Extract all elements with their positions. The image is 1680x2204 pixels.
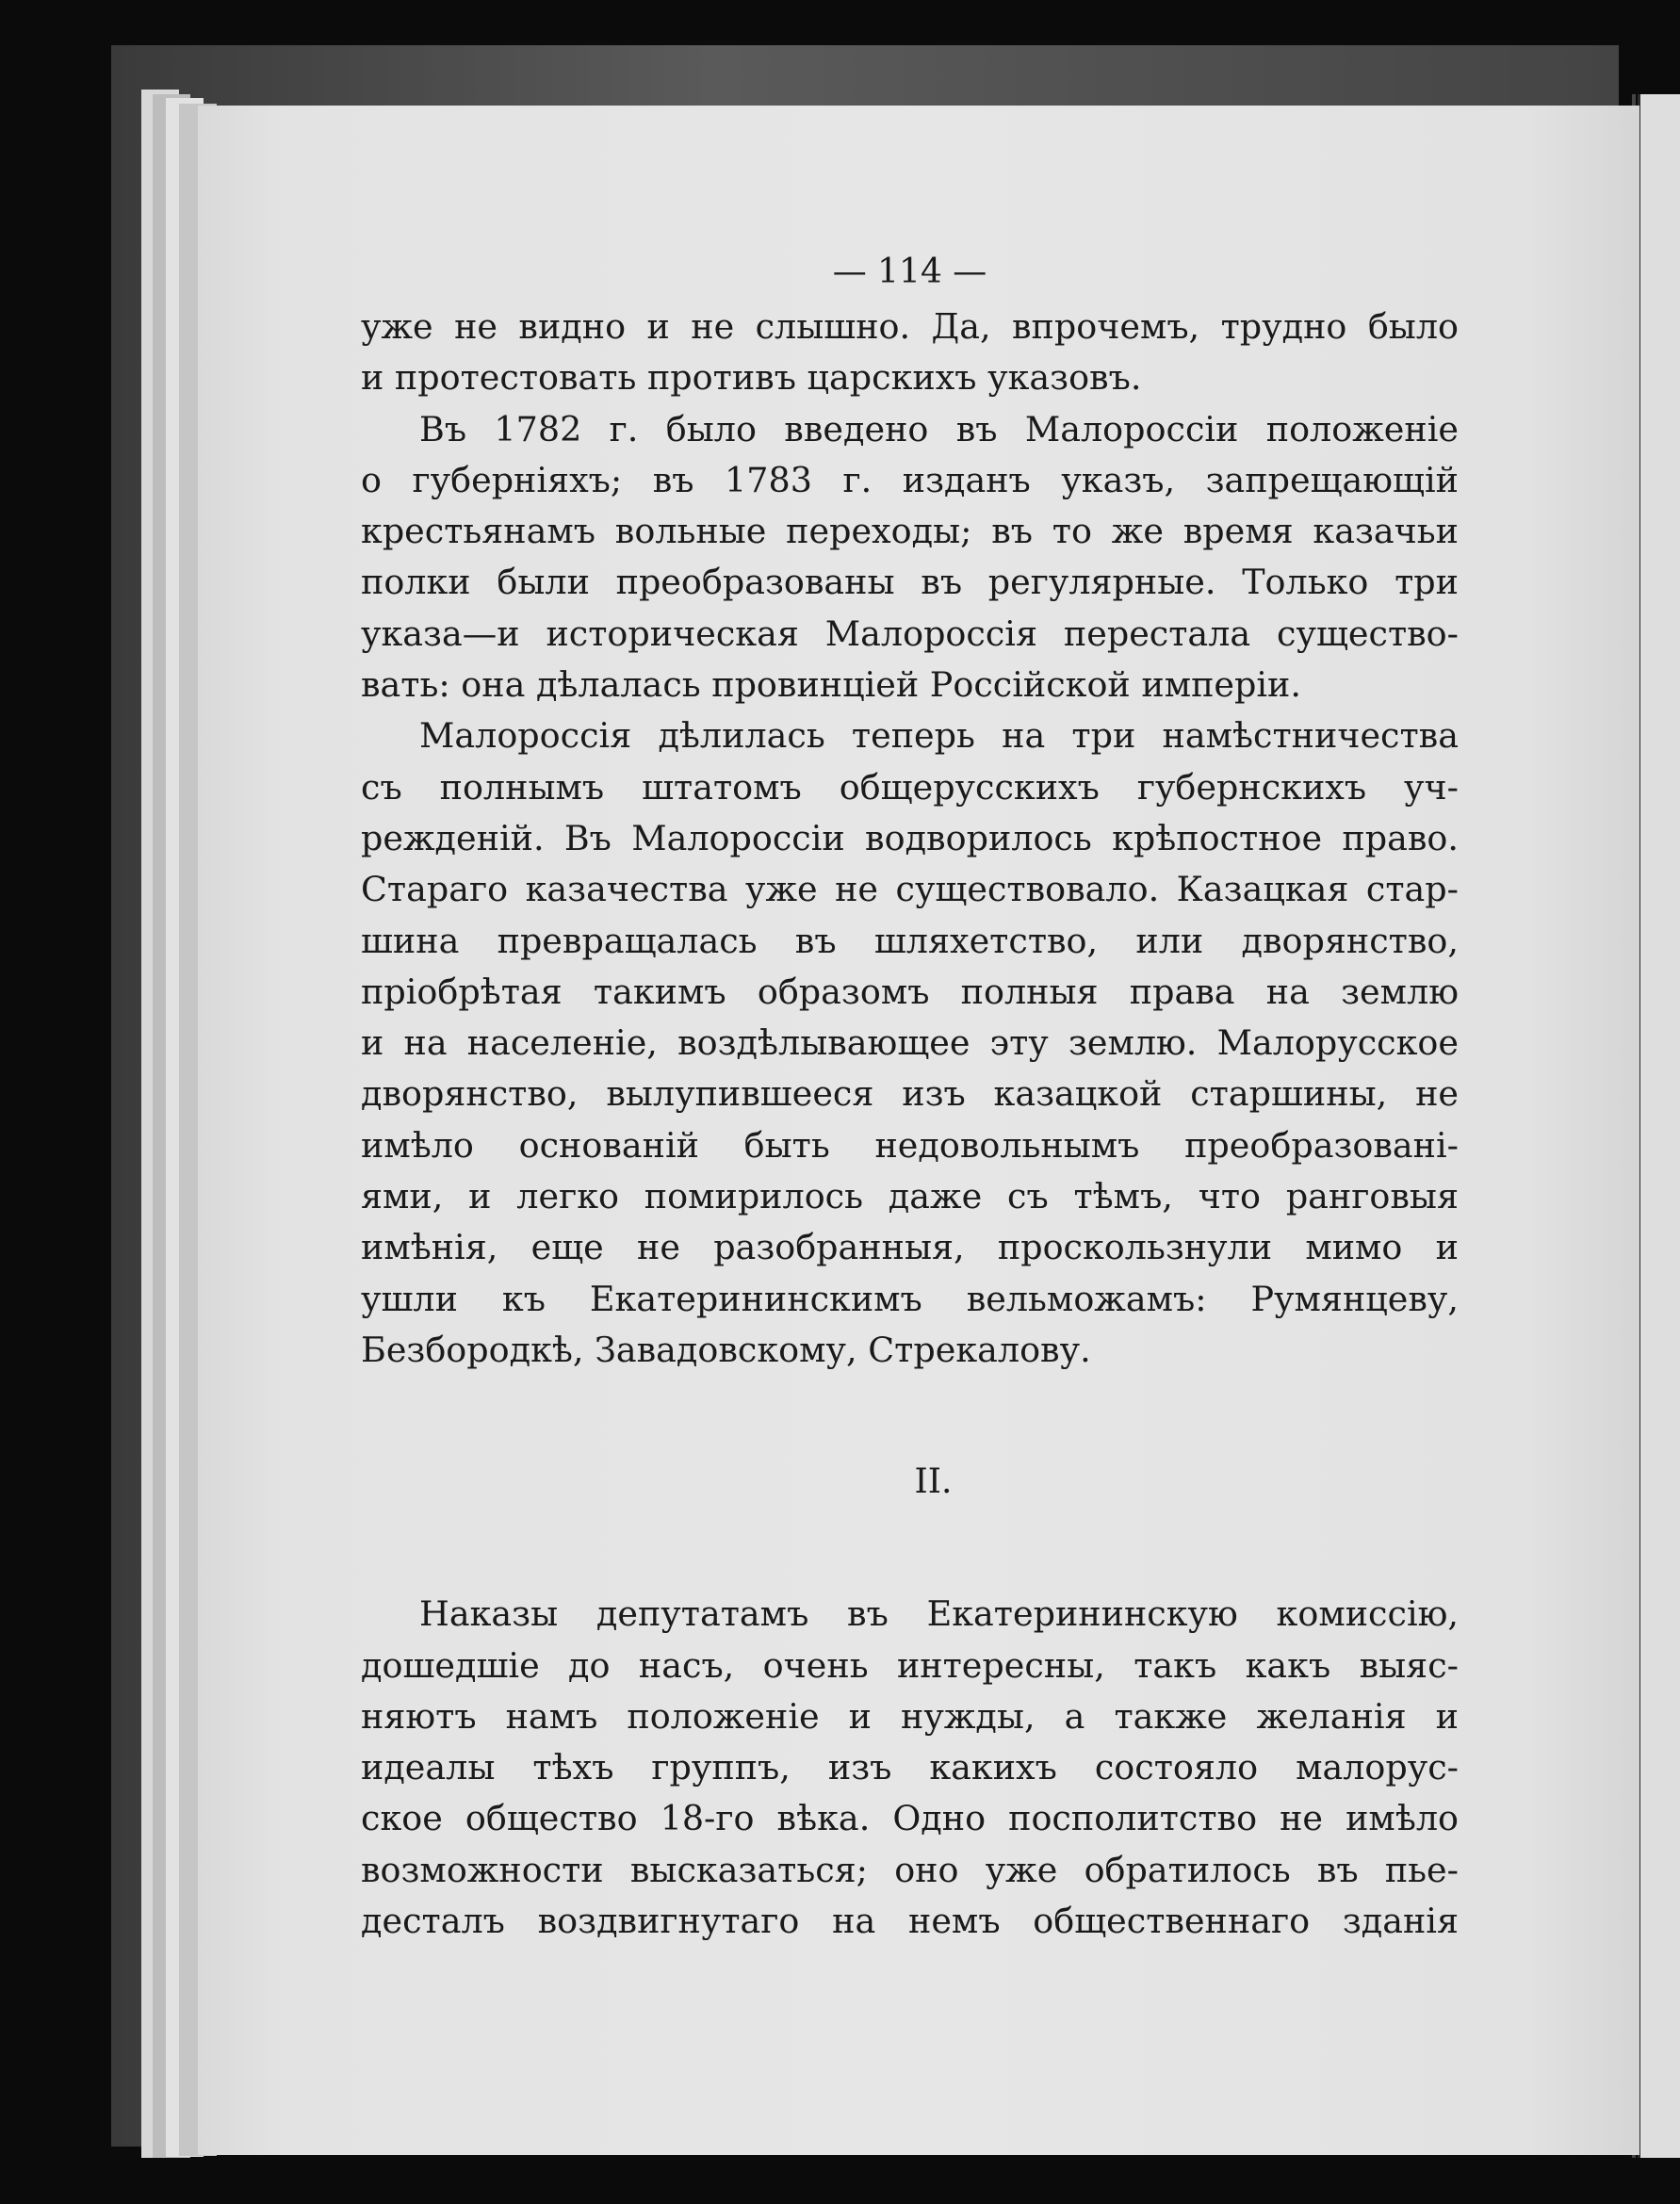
section-paragraphs (361, 1589, 1459, 1947)
text-line: Въ 1782 г. было введено въ Малороссіи положеніе (419, 408, 1459, 449)
text-line: шина превращалась въ шляхетство, или дворянство, (361, 920, 1459, 961)
text-line: идеалы тѣхъ группъ, изъ какихъ состояло малорус- (361, 1747, 1459, 1788)
text-line: Безбородкѣ, Завадовскому, Стрекалову. (361, 1329, 1091, 1370)
text-line: имѣнія, еще не разобранныя, проскользнули мимо и (361, 1227, 1459, 1268)
paragraph (361, 302, 1459, 404)
paragraph (361, 710, 1459, 1376)
text-line: ское общество 18-го вѣка. Одно посполитство не имѣло (361, 1798, 1459, 1839)
text-line: полки были преобразованы въ регулярные. Только три (361, 562, 1459, 603)
text-line: дворянство, вылупившееся изъ казацкой старшины, не (361, 1073, 1459, 1115)
text-line: пріобрѣтая такимъ образомъ полныя права на землю (361, 971, 1459, 1012)
text-line: и на населеніе, воздѣлывающее эту землю. Малорусское (361, 1022, 1459, 1064)
facing-page (1638, 94, 1680, 2158)
section-heading: II. (914, 1462, 953, 1502)
text-line: и протестовать противъ царскихъ указовъ. (361, 357, 1142, 399)
body-paragraphs (361, 302, 1459, 1376)
page-number: — 114 — (832, 253, 987, 291)
text-line: няютъ намъ положеніе и нужды, а также желанія и (361, 1695, 1459, 1737)
text-line: вать: она дѣлалась провинціей Россійской имперіи. (361, 664, 1301, 706)
text-line: Наказы депутатамъ въ Екатерининскую комиссію, (419, 1593, 1459, 1635)
text-line: указа—и историческая Малороссія перестала существо- (361, 612, 1459, 654)
text-line: имѣло основаній быть недовольнымъ преобразовані- (361, 1124, 1459, 1166)
text-line: режденій. Въ Малороссіи водворилось крѣпостное право. (361, 817, 1459, 858)
paragraph (361, 1589, 1459, 1947)
text-line: Стараго казачества уже не существовало. Казацкая стар- (361, 869, 1459, 910)
text-line: Малороссія дѣлилась теперь на три намѣстничества (419, 715, 1459, 757)
text-line: ями, и легко помирилось даже съ тѣмъ, что ранговыя (361, 1176, 1459, 1217)
text-line: о губерніяхъ; въ 1783 г. изданъ указъ, запрещающій (361, 459, 1459, 500)
text-line: дошедшіе до насъ, очень интересны, такъ какъ выяс- (361, 1644, 1459, 1686)
page-text (361, 247, 1459, 1947)
text-line: десталъ воздвигнутаго на немъ общественнаго зданія (361, 1901, 1459, 1942)
text-line: уже не видно и не слышно. Да, впрочемъ, трудно было (361, 306, 1459, 347)
paragraph (361, 404, 1459, 711)
text-line: ушли къ Екатерининскимъ вельможамъ: Румянцеву, (361, 1278, 1459, 1319)
text-line: возможности высказаться; оно уже обратилось въ пье- (361, 1849, 1459, 1890)
text-line: крестьянамъ вольные переходы; въ то же время казачьи (361, 511, 1459, 552)
text-line: съ полнымъ штатомъ общерусскихъ губернскихъ уч- (361, 766, 1459, 808)
